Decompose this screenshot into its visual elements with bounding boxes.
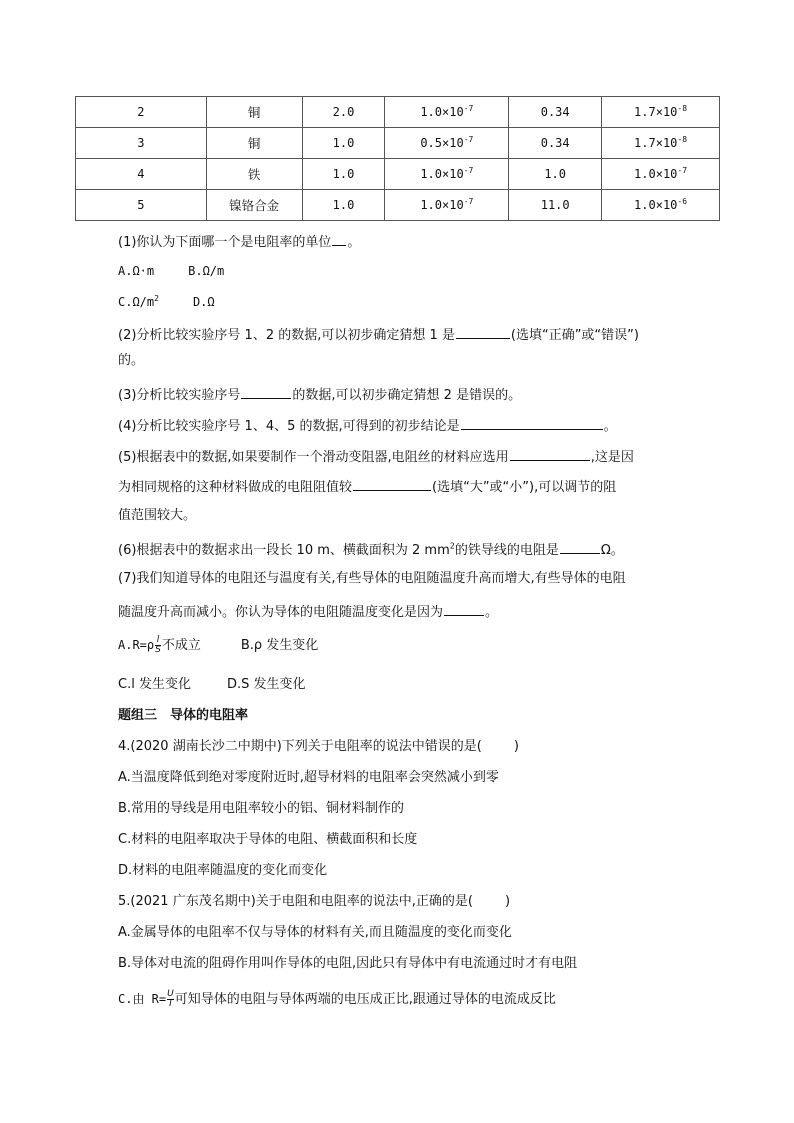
q2-hint: (选填“正确”或“错误”)	[510, 328, 639, 343]
q1-text: (1)你认为下面哪一个是电阻率的单位	[118, 235, 332, 250]
question-5-stem	[118, 893, 510, 911]
q7-end: 。	[485, 605, 499, 620]
q5b-stem-text: 5.(2021 广东茂名期中)关于电阻和电阻率的说法中,正确的是(	[118, 894, 473, 909]
q5-text-b: ,这是因	[590, 450, 634, 465]
q5b-option-c: C.由 R= $\frac{U}{I}$ 可知导体的电阻与导体两端的电压成正比,跟通过导体的电流成反比	[118, 989, 556, 1009]
cell-resistivity: $1.0\times 10^{-7}$	[602, 159, 720, 190]
table-row	[76, 97, 720, 128]
q1-options-cd	[118, 293, 215, 311]
question-5-line2	[118, 476, 616, 497]
q7-option-c: C.l 发生变化	[118, 677, 191, 692]
q4-stem-text: 4.(2020 湖南长沙二中期中)下列关于电阻率的说法中错误的是(	[118, 739, 482, 754]
question-5-line1	[118, 446, 634, 467]
resistivity-table	[75, 96, 720, 221]
q4-option-a: A.当温度降低到绝对零度附近时,超导材料的电阻率会突然减小到零	[118, 770, 499, 785]
q6-answer-blank[interactable]	[560, 539, 600, 554]
table-row	[76, 159, 720, 190]
q6-end: Ω。	[600, 543, 624, 558]
q3-end: 的数据,可以初步确定猜想 2 是错误的。	[292, 388, 522, 403]
q4-stem-close: )	[513, 739, 519, 754]
cell-id: 3	[76, 128, 207, 159]
q1-answer-blank[interactable]	[332, 231, 346, 246]
q4-option-b: B.常用的导线是用电阻率较小的铝、铜材料制作的	[118, 801, 405, 816]
cell-resistance: 0.34	[509, 128, 602, 159]
q2-answer-blank[interactable]	[456, 324, 510, 339]
q6-text: (6)根据表中的数据求出一段长 10 m、横截面积为 2 mm	[118, 543, 450, 558]
cell-length: 2.0	[302, 97, 385, 128]
q7-text-b: 随温度升高而减小。你认为导体的电阻随温度变化是因为	[118, 605, 444, 620]
cell-area: $1.0\times 10^{-7}$	[385, 97, 509, 128]
question-3	[118, 384, 521, 405]
question-7-line2	[118, 601, 498, 622]
question-7-line1	[118, 570, 626, 588]
cell-id: 2	[76, 97, 207, 128]
cell-id: 5	[76, 190, 207, 221]
table-row	[76, 128, 720, 159]
cell-resistance: 1.0	[509, 159, 602, 190]
cell-id: 4	[76, 159, 207, 190]
cell-length: 1.0	[302, 190, 385, 221]
cell-length: 1.0	[302, 159, 385, 190]
q4-text: (4)分析比较实验序号 1、4、5 的数据,可得到的初步结论是	[118, 419, 460, 434]
q4-option-c: C.材料的电阻率取决于导体的电阻、横截面积和长度	[118, 832, 418, 847]
q5b-option-b: B.导体对电流的阻碍作用叫作导体的电阻,因此只有导体中有电流通过时才有电阻	[118, 956, 578, 971]
cell-resistivity: $1.7\times 10^{-8}$	[602, 128, 720, 159]
question-2-line1	[118, 324, 639, 345]
q4-end: 。	[603, 419, 617, 434]
q4-option-d: D.材料的电阻率随温度的变化而变化	[118, 863, 328, 878]
q6-text-b: 的铁导线的电阻是	[454, 543, 559, 558]
q5b-option-a: A.金属导体的电阻率不仅与导体的材料有关,而且随温度的变化而变化	[118, 925, 512, 940]
q1-options-ab	[118, 262, 224, 280]
question-4-stem	[118, 738, 519, 756]
cell-area: $1.0\times 10^{-7}$	[385, 159, 509, 190]
q1-option-a: A.Ω·m	[118, 264, 155, 278]
q3-text: (3)分析比较实验序号	[118, 388, 241, 403]
cell-material: 镍铬合金	[206, 190, 302, 221]
cell-resistivity: $1.0\times 10^{-6}$	[602, 190, 720, 221]
q6-exponent: 2	[449, 541, 455, 551]
q4-answer-blank[interactable]	[461, 415, 603, 430]
q1-end: 。	[347, 235, 361, 250]
cell-material: 铁	[206, 159, 302, 190]
q1-option-d: D.Ω	[192, 295, 215, 309]
question-1-stem	[118, 231, 360, 252]
q7-fraction: $\frac{l}{S}$	[155, 635, 161, 655]
q5-text: (5)根据表中的数据,如果要制作一个滑动变阻器,电阻丝的材料应选用	[118, 450, 509, 465]
q5-end: 值范围较大。	[118, 508, 197, 523]
section-title: 题组三 导体的电阻率	[118, 708, 249, 723]
cell-area: $0.5\times 10^{-7}$	[385, 128, 509, 159]
q1-option-b: B.Ω/m	[188, 264, 225, 278]
q5-text-c: 为相同规格的这种材料做成的电阻阻值较	[118, 480, 353, 495]
q2-text: (2)分析比较实验序号 1、2 的数据,可以初步确定猜想 1 是	[118, 328, 455, 343]
cell-material: 铜	[206, 97, 302, 128]
question-5-line3	[118, 507, 196, 525]
q5b-fraction: $\frac{U}{I}$	[167, 989, 174, 1009]
q1-option-c: $C.\Omega/m^2$	[118, 294, 159, 309]
q7-options-cd	[118, 676, 306, 694]
question-6	[118, 539, 624, 560]
cell-resistance: 0.34	[509, 97, 602, 128]
q5-hint: (选填“大”或“小”),可以调节的阻	[432, 480, 617, 495]
q7-answer-blank[interactable]	[444, 601, 484, 616]
q7-option-a: A.R=ρ $\frac{l}{S}$ 不成立	[118, 635, 201, 655]
cell-resistivity: $1.7\times 10^{-8}$	[602, 97, 720, 128]
q3-answer-blank[interactable]	[241, 384, 291, 399]
table-row	[76, 190, 720, 221]
q7-text: (7)我们知道导体的电阻还与温度有关,有些导体的电阻随温度升高而增大,有些导体的电阻	[118, 571, 626, 586]
question-4	[118, 415, 617, 436]
question-2-line2	[118, 352, 144, 370]
cell-area: $1.0\times 10^{-7}$	[385, 190, 509, 221]
q7-option-d: D.S 发生变化	[226, 677, 306, 692]
cell-material: 铜	[206, 128, 302, 159]
q5b-stem-close: )	[504, 894, 511, 909]
cell-length: 1.0	[302, 128, 385, 159]
q5-answer-blank-1[interactable]	[510, 446, 590, 461]
q5-answer-blank-2[interactable]	[353, 476, 431, 491]
q2-end: 的。	[118, 353, 145, 368]
cell-resistance: 11.0	[509, 190, 602, 221]
q7-options-ab	[118, 636, 318, 655]
q7-option-b: B.ρ 发生变化	[240, 638, 319, 653]
